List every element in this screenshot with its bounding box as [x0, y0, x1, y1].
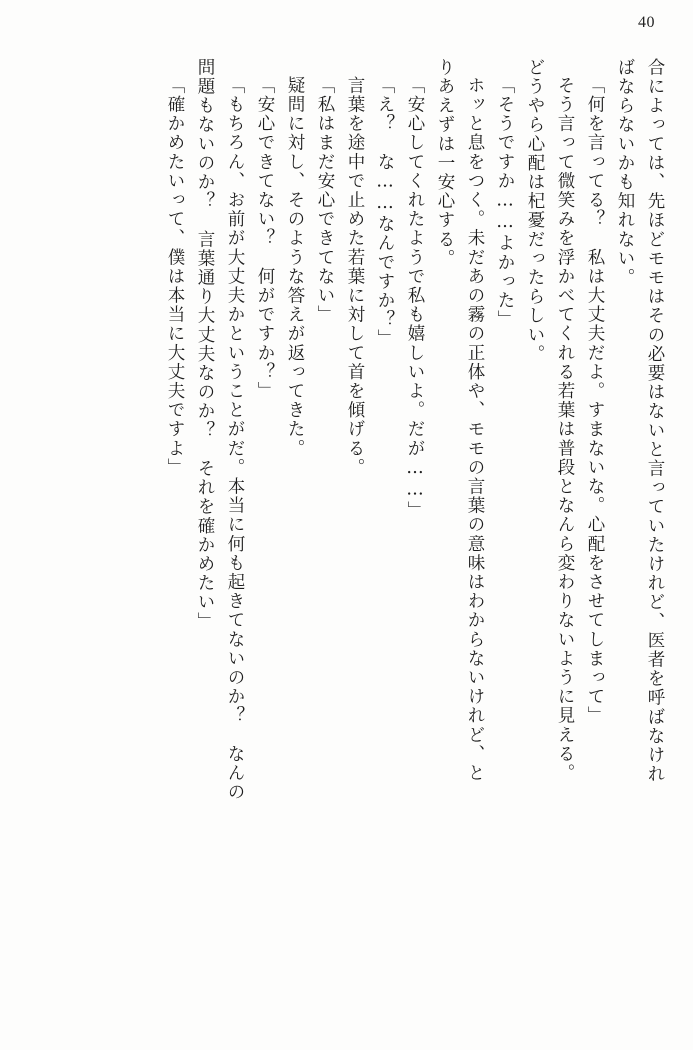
text-line: 「安心できてない？ 何がですか？」 [255, 76, 275, 401]
text-line: ホッと息をつく。未だあの霧の正体や、モモの言葉の意味はわからないけれど、と [465, 76, 485, 783]
text-line: ばならないかも知れない。 [615, 58, 635, 288]
text-line: りあえずは一安心する。 [435, 58, 455, 269]
text-line: 問題もないのか？ 言葉通り大丈夫なのか？ それを確かめたい」 [195, 58, 215, 631]
text-line: 「そうですか……よかった」 [495, 76, 515, 330]
text-line: 言葉を途中で止めた若葉に対して首を傾げる。 [345, 76, 365, 478]
text-line: 合によっては、先ほどモモはその必要はないと言っていたけれど、医者を呼ばなけれ [645, 58, 665, 784]
text-line: 「安心してくれたようで私も嬉しいよ。だが……」 [405, 76, 425, 521]
text-line: 「え？ な……なんですか？」 [375, 76, 395, 349]
text-line: 疑問に対し、そのような答えが返ってきた。 [285, 76, 305, 458]
vertical-text-body [30, 58, 663, 1024]
text-line: 「私はまだ安心できてない」 [315, 76, 335, 325]
text-line: そう言って微笑みを浮かべてくれる若葉は普段となんら変わりないように見える。 [555, 76, 575, 783]
page-number: 40 [638, 14, 655, 31]
text-line: どうやら心配は杞憂だったらしい。 [525, 58, 545, 364]
text-line: 「何を言ってる？ 私は大丈夫だよ。すまないな。心配をさせてしまって」 [585, 76, 605, 726]
text-line: 「確かめたいって、僕は本当に大丈夫ですよ」 [165, 76, 185, 478]
text-line: 「もちろん、お前が大丈夫かということがだ。本当に何も起きてないのか？ なんの [225, 76, 245, 802]
